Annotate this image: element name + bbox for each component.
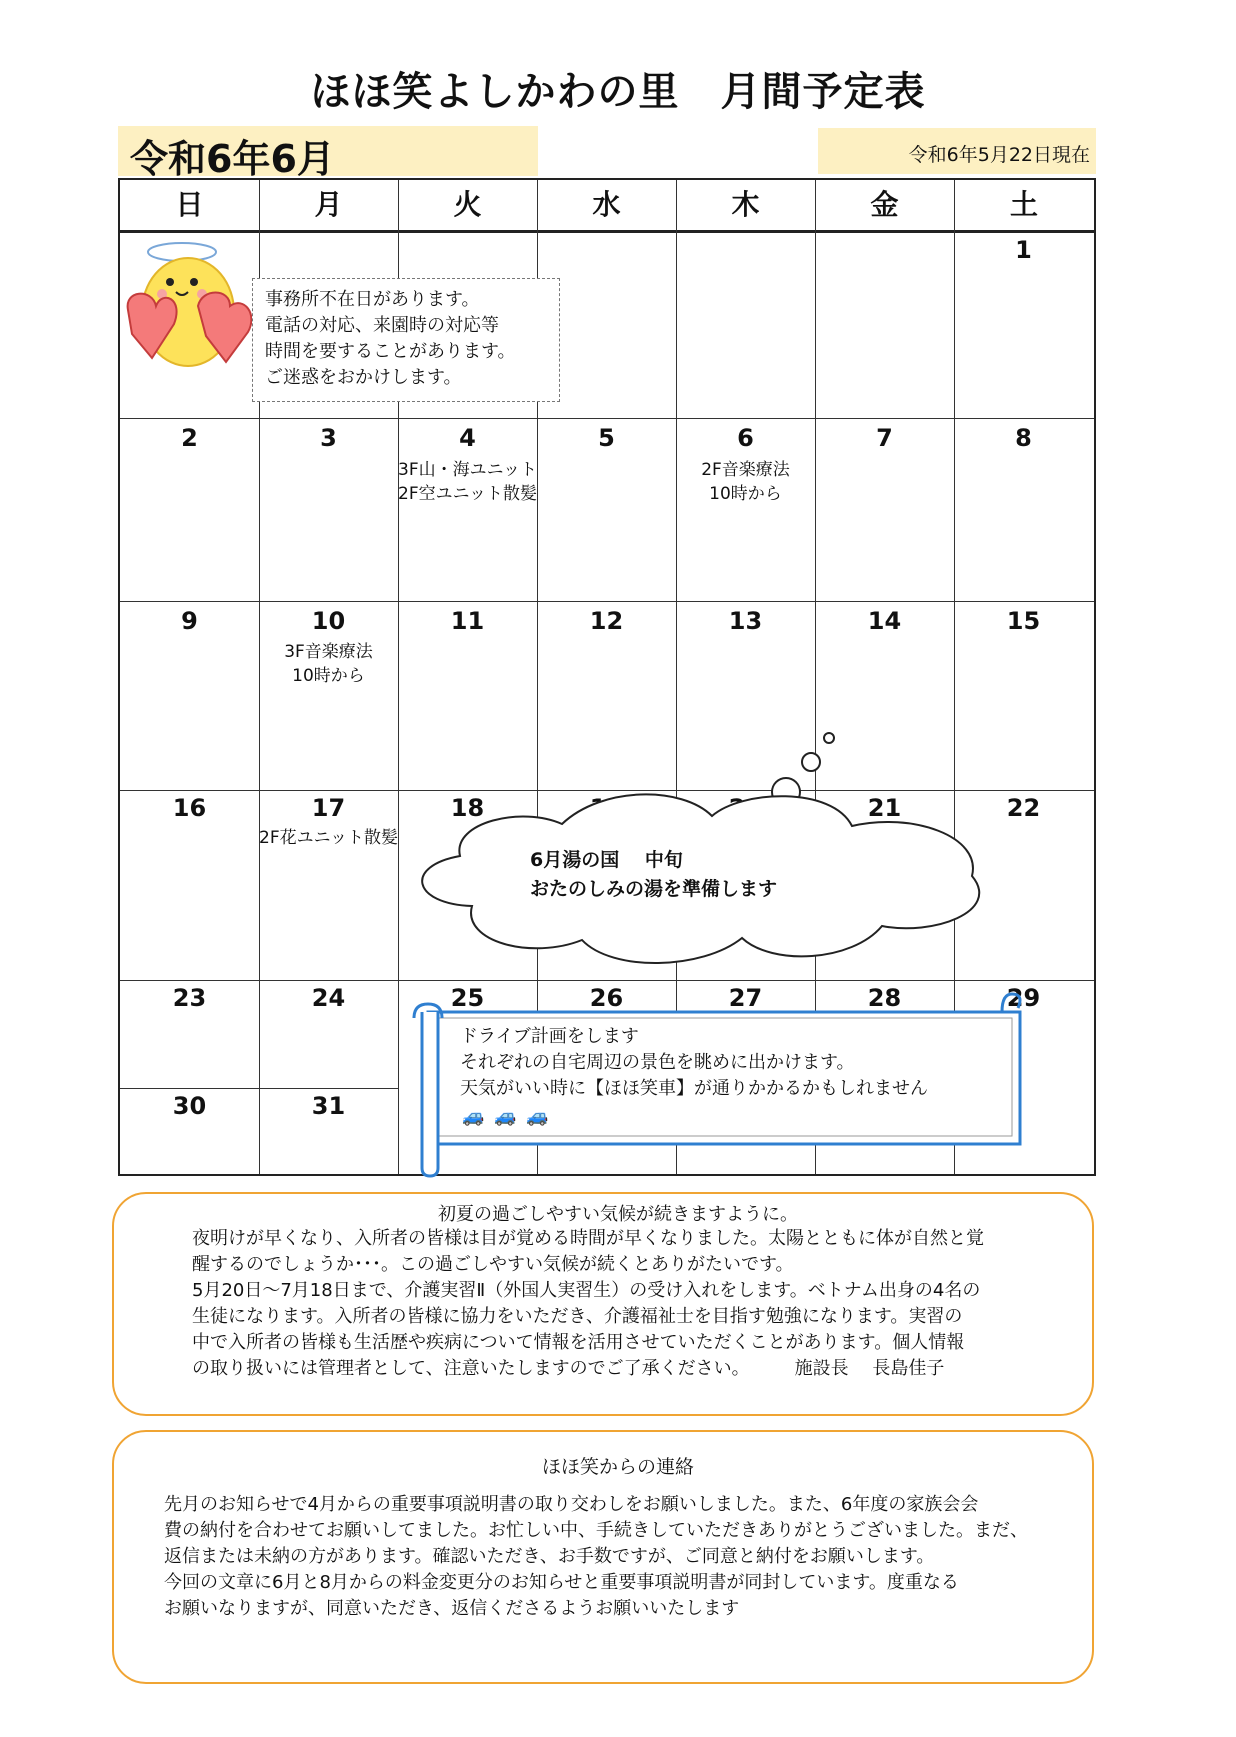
contact-line: 今回の文章に6月と8月からの料金変更分のお知らせと重要事項説明書が同封しています。度重なる — [164, 1572, 959, 1593]
day-number: 25 — [450, 984, 485, 1012]
event-text: 3F山・海ユニット — [398, 460, 537, 480]
grid-line — [120, 418, 1094, 419]
day-number: 23 — [172, 984, 207, 1012]
day-number: 13 — [728, 607, 763, 635]
contact-body — [164, 1492, 1064, 1622]
weekday-sun: 日 — [175, 188, 204, 221]
car-icon: 🚙 — [526, 1106, 551, 1127]
weekday-mon: 月 — [314, 188, 343, 221]
month-label: 令和6年6月 — [130, 137, 335, 181]
event-text: 10時から — [709, 484, 782, 504]
day-number: 12 — [589, 607, 624, 635]
message-line: 5月20日～7月18日まで、介護実習Ⅱ（外国人実習生）の受け入れをします。ベトナム出身の4名の — [192, 1280, 981, 1301]
grid-line — [120, 1088, 398, 1089]
day-number: 7 — [876, 424, 893, 452]
day-number: 9 — [181, 607, 198, 635]
weekday-wed: 水 — [592, 188, 621, 221]
grid-line — [120, 601, 1094, 602]
notice-line: 電話の対応、来園時の対応等 — [265, 315, 499, 336]
event-text: 2F花ユニット散髪 — [259, 828, 398, 848]
scroll-note-line: 天気がいい時に【ほほ笑車】が通りかかるかもしれません — [460, 1078, 928, 1099]
cloud-note-line: 6月湯の国 中旬 — [530, 849, 683, 871]
cloud-note-line: おたのしみの湯を準備します — [530, 878, 778, 900]
day-number: 3 — [320, 424, 337, 452]
notice-line: 事務所不在日があります。 — [265, 289, 480, 310]
scroll-note-line: ドライブ計画をします — [460, 1026, 639, 1047]
notice-line: ご迷惑をおかけします。 — [265, 367, 462, 388]
weekday-header-row — [120, 180, 1094, 233]
day-number: 10 — [311, 607, 346, 635]
day-number: 4 — [459, 424, 476, 452]
message-line: 夜明けが早くなり、入所者の皆様は目が覚める時間が早くなりました。太陽とともに体が自然と覚 — [192, 1228, 984, 1249]
mascot-illustration — [122, 240, 258, 376]
page-title: ほほ笑よしかわの里 月間予定表 — [310, 69, 926, 115]
day-number: 30 — [172, 1092, 207, 1120]
day-number: 28 — [867, 984, 902, 1012]
cloud-note — [530, 846, 777, 904]
event-text: 3F音楽療法 — [284, 642, 373, 662]
message-line: 生徒になります。入所者の皆様に協力をいただき、介護福祉士を目指す勉強になります。実習の — [192, 1306, 963, 1327]
contact-line: 先月のお知らせで4月からの重要事項説明書の取り交わしをお願いしました。また、6年度の家族会会 — [164, 1494, 979, 1515]
director-message-body — [192, 1226, 1042, 1382]
day-number: 24 — [311, 984, 346, 1012]
event-text: 2F音楽療法 — [701, 460, 790, 480]
day-number: 2 — [181, 424, 198, 452]
message-line: の取り扱いには管理者として、注意いたしますのでご了承ください。 施設長 長島佳子 — [192, 1358, 945, 1379]
day-number: 26 — [589, 984, 624, 1012]
weekday-fri: 金 — [870, 188, 899, 221]
director-message-title: 初夏の過ごしやすい気候が続きますように。 — [438, 1204, 798, 1225]
scroll-note-line: それぞれの自宅周辺の景色を眺めに出かけます。 — [460, 1052, 855, 1073]
day-number: 21 — [867, 794, 902, 822]
day-number: 6 — [737, 424, 754, 452]
day-number: 17 — [311, 794, 346, 822]
day-number: 8 — [1015, 424, 1032, 452]
weekday-thu: 木 — [731, 188, 760, 221]
day-number: 18 — [450, 794, 485, 822]
day-number: 14 — [867, 607, 902, 635]
day-number: 15 — [1006, 607, 1041, 635]
day-number: 11 — [450, 607, 485, 635]
car-icon: 🚙 — [494, 1106, 519, 1127]
contact-line: 返信または未納の方があります。確認いただき、お手数ですが、ご同意と納付をお願いします。 — [164, 1546, 935, 1567]
notice-box — [252, 278, 560, 402]
notice-line: 時間を要することがあります。 — [265, 341, 516, 362]
car-icons — [462, 1106, 551, 1127]
car-icon: 🚙 — [462, 1106, 487, 1127]
contact-title: ほほ笑からの連絡 — [541, 1456, 694, 1478]
message-line: 中で入所者の皆様も生活歴や疾病について情報を活用させていただくことがあります。個人情報 — [192, 1332, 965, 1353]
day-number: 31 — [311, 1092, 346, 1120]
day-number: 27 — [728, 984, 763, 1012]
event-text: 10時から — [292, 666, 365, 686]
event-text: 2F空ユニット散髪 — [398, 484, 537, 504]
scroll-note — [460, 1024, 928, 1102]
weekday-sat: 土 — [1009, 188, 1038, 221]
day-number: 5 — [598, 424, 615, 452]
weekday-tue: 火 — [453, 188, 482, 221]
day-number: 1 — [1015, 236, 1032, 264]
day-number: 29 — [1006, 984, 1041, 1012]
message-line: 醒するのでしょうか･･･。この過ごしやすい気候が続くとありがたいです。 — [192, 1254, 794, 1275]
contact-line: 費の納付を合わせてお願いしてました。お忙しい中、手続きしていただきありがとうございました。まだ、 — [164, 1520, 1028, 1541]
day-number: 22 — [1006, 794, 1041, 822]
as-of-date: 令和6年5月22日現在 — [908, 144, 1090, 166]
day-number: 16 — [172, 794, 207, 822]
contact-line: お願いなりますが、同意いただき、返信くださるようお願いいたします — [164, 1598, 740, 1619]
